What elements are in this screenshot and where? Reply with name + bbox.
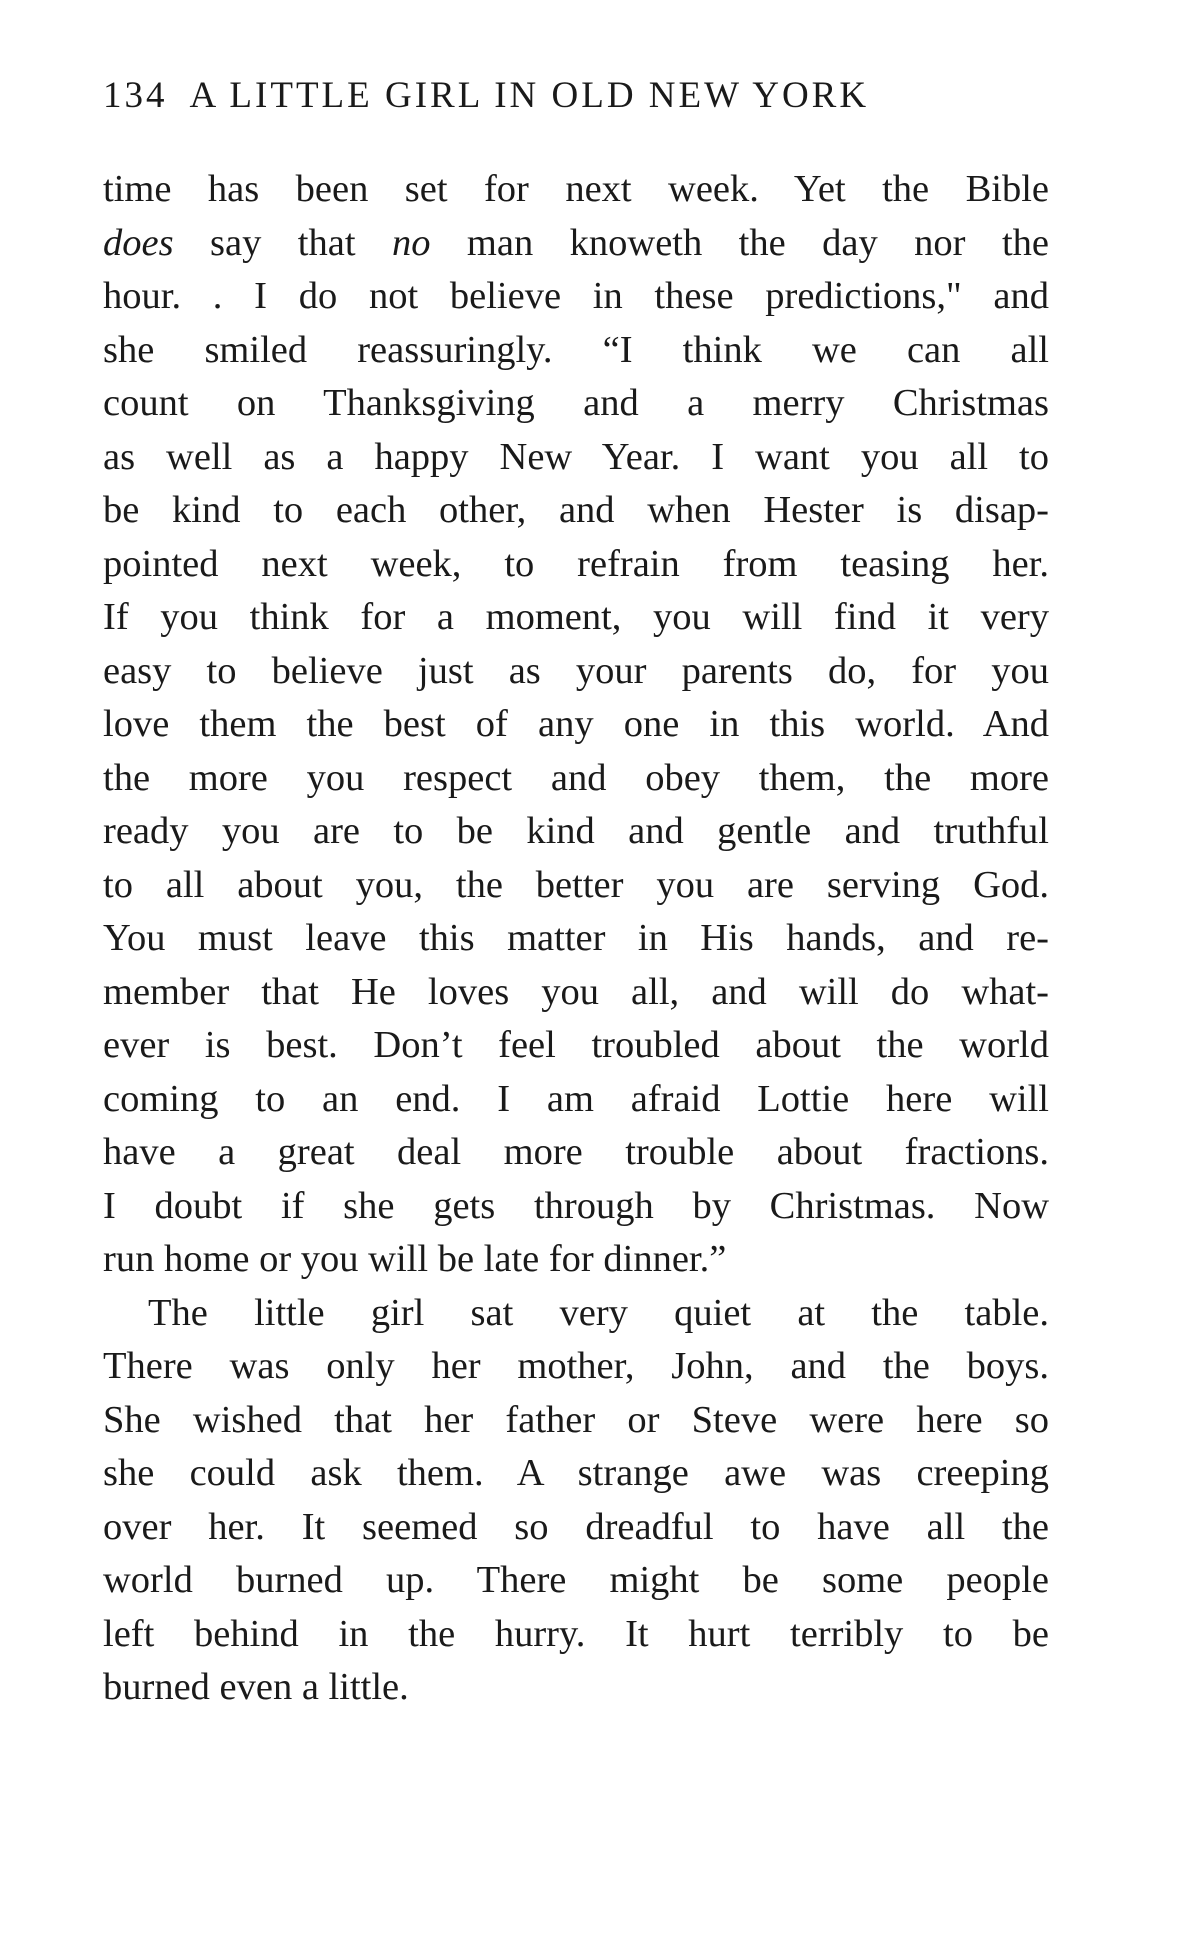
paragraph-2 [103,1287,1049,1715]
text-line: be kind to each other, and when Hester is disap- [103,489,1049,531]
text-line: she could ask them. A strange awe was creeping [103,1452,1049,1494]
text-line: If you think for a moment, you will find it very [103,596,1049,638]
text-line: There was only her mother, John, and the boys. [103,1345,1049,1387]
text-line: as well as a happy New Year. I want you all to [103,435,1049,478]
text-line: member that He loves you all, and will do what- [103,970,1049,1013]
text-line: run home or you will be late for dinner.” [103,1238,727,1280]
text-line: The little girl sat very quiet at the table. [148,1291,1049,1334]
paragraph-1 [103,163,1049,1287]
running-title: A LITTLE GIRL IN OLD NEW YORK [189,75,870,116]
body-text [103,163,1049,1715]
text-line [103,217,1049,271]
text-line: ever is best. Don’t feel troubled about the world [103,1024,1049,1066]
text-line: left behind in the hurry. It hurt terribly to be [103,1612,1049,1655]
text-line: to all about you, the better you are serving God. [103,863,1049,906]
text-line: You must leave this matter in His hands, and re- [103,917,1049,959]
text-line: easy to believe just as your parents do, for you [103,649,1049,692]
text-line: the more you respect and obey them, the more [103,756,1049,799]
text-line: time has been set for next week. Yet the Bible [103,168,1049,210]
text-line: world burned up. There might be some people [103,1559,1049,1601]
text-line: ready you are to be kind and gentle and truthful [103,810,1049,852]
text-line: She wished that her father or Steve were here so [103,1398,1049,1441]
text-line: pointed next week, to refrain from teasing her. [103,542,1049,585]
running-head [103,74,1063,124]
text-line: over her. It seemed so dreadful to have all the [103,1505,1049,1548]
italic-word: does [103,221,174,264]
page-number: 134 [103,75,168,116]
text-line: count on Thanksgiving and a merry Christmas [103,382,1049,424]
text-line: hour. . I do not believe in these predictions," and [103,275,1049,317]
text-line: burned even a little. [103,1666,409,1708]
text-line: she smiled reassuringly. “I think we can all [103,328,1049,371]
italic-word: no [391,221,431,264]
text-line: have a great deal more trouble about fractions. [103,1131,1049,1173]
text-span: man knoweth the day nor the [430,221,1049,264]
text-span: say that [173,221,392,264]
text-line: coming to an end. I am afraid Lottie here will [103,1077,1049,1120]
text-line: love them the best of any one in this world. And [103,703,1049,745]
text-line: I doubt if she gets through by Christmas. Now [103,1184,1049,1227]
